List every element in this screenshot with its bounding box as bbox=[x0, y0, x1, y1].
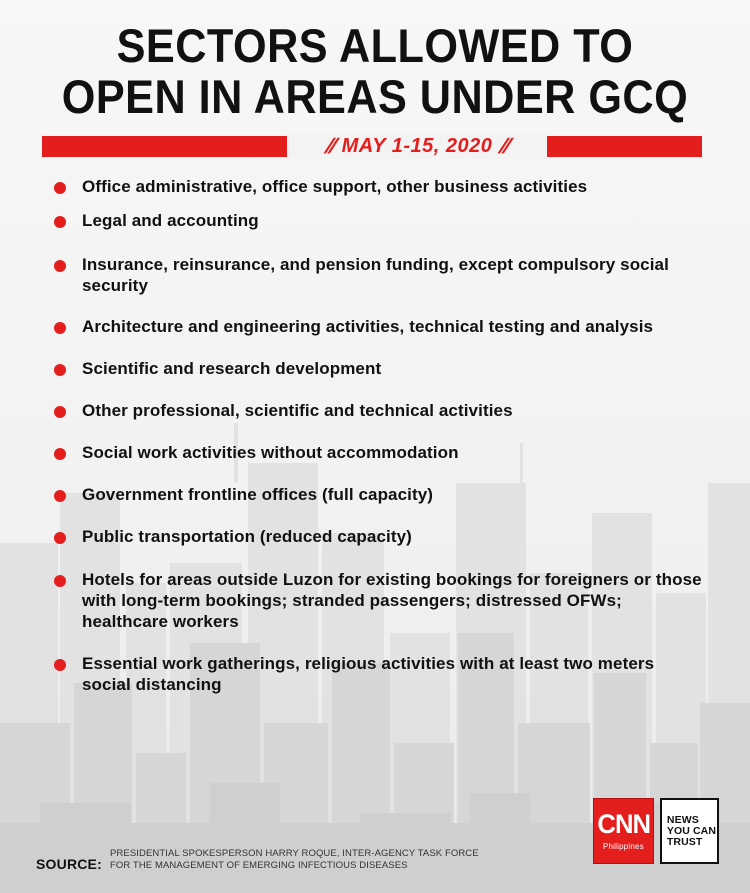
list-item-text: Public transportation (reduced capacity) bbox=[82, 527, 412, 546]
red-dot-bullet-icon bbox=[54, 182, 66, 194]
title-line-2: OPEN IN AREAS UNDER GCQ bbox=[61, 70, 689, 123]
red-dot-bullet-icon bbox=[54, 659, 66, 671]
list-item-text: Other professional, scientific and technical activities bbox=[82, 401, 513, 420]
date-pill bbox=[287, 134, 547, 159]
list-item-text: Office administrative, office support, other business activities bbox=[82, 177, 588, 196]
red-dot-bullet-icon bbox=[54, 575, 66, 587]
brand-logos bbox=[593, 798, 719, 864]
list-item-text: Essential work gatherings, religious activities with at least two meters social distancing bbox=[82, 654, 655, 694]
date-range: MAY 1-15, 2020 bbox=[341, 135, 493, 157]
cnn-logo-text: CNN bbox=[597, 809, 650, 839]
title-line-1: SECTORS ALLOWED TO bbox=[116, 19, 634, 72]
source-footer bbox=[36, 840, 506, 880]
red-dot-bullet-icon bbox=[54, 364, 66, 376]
red-dot-bullet-icon bbox=[54, 532, 66, 544]
list-item-text: Hotels for areas outside Luzon for existing bookings for foreigners or those with long-term bookings; stranded passengers; distressed OFWs; healthcare workers bbox=[82, 570, 702, 631]
list-item-text: Government frontline offices (full capacity) bbox=[82, 485, 434, 504]
red-dot-bullet-icon bbox=[54, 490, 66, 502]
red-dot-bullet-icon bbox=[54, 448, 66, 460]
cnn-philippines-logo-icon bbox=[593, 798, 654, 864]
list-item-text: Scientific and research development bbox=[82, 359, 382, 378]
source-text bbox=[110, 848, 479, 872]
list-item-text: Insurance, reinsurance, and pension funding, except compulsory social security bbox=[82, 255, 669, 295]
slashes-left-icon: // bbox=[322, 134, 337, 158]
slashes-right-icon: // bbox=[497, 134, 512, 158]
cnn-logo-subtext: Philippines bbox=[603, 842, 644, 851]
source-label: SOURCE: bbox=[36, 856, 102, 872]
red-dot-bullet-icon bbox=[54, 260, 66, 272]
list-item-text: Architecture and engineering activities, technical testing and analysis bbox=[82, 317, 654, 336]
red-dot-bullet-icon bbox=[54, 216, 66, 228]
news-you-can-trust-badge bbox=[660, 798, 719, 864]
tagline-line-2: YOU CAN bbox=[666, 824, 717, 837]
red-dot-bullet-icon bbox=[54, 322, 66, 334]
source-line-2: FOR THE MANAGEMENT OF EMERGING INFECTIOUS DISEASES bbox=[110, 860, 408, 871]
list-item-text: Legal and accounting bbox=[82, 211, 259, 230]
red-dot-bullet-icon bbox=[54, 406, 66, 418]
page-title bbox=[0, 20, 750, 122]
tagline-line-3: TRUST bbox=[666, 835, 703, 848]
tagline-text bbox=[667, 815, 716, 848]
tagline-line-1: NEWS bbox=[666, 813, 699, 826]
date-banner bbox=[42, 136, 702, 157]
source-line-1: PRESIDENTIAL SPOKESPERSON HARRY ROQUE, INTER-AGENCY TASK FORCE bbox=[110, 848, 479, 859]
list-item-text: Social work activities without accommodation bbox=[82, 443, 459, 462]
